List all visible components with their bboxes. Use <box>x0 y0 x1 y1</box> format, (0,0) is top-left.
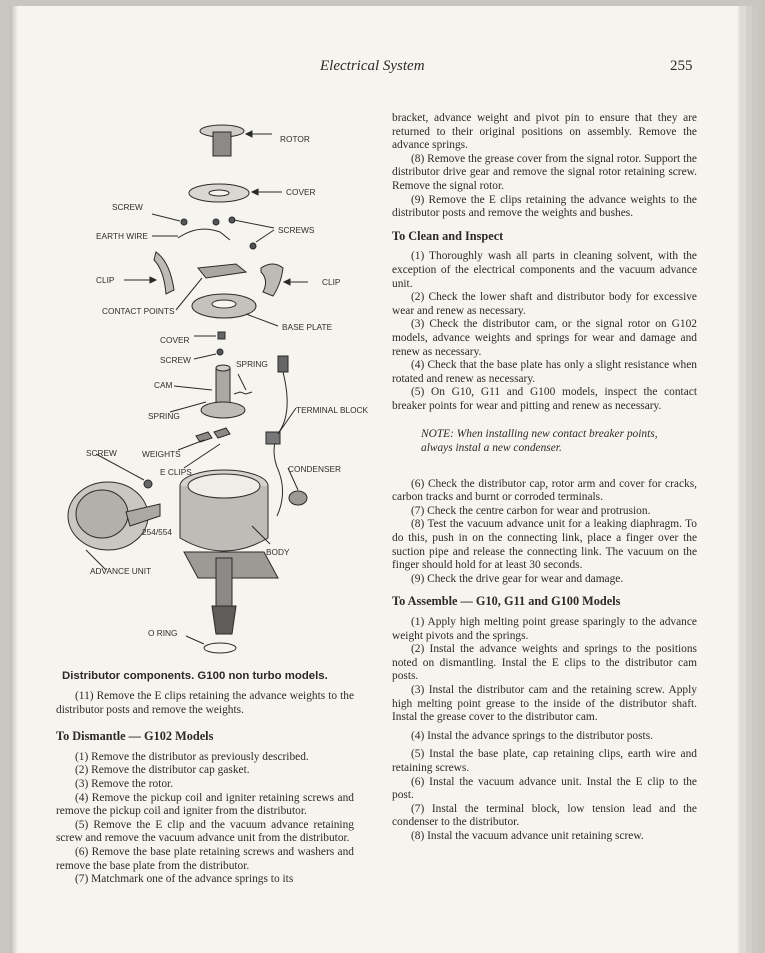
label-screw-lower: SCREW <box>86 448 117 458</box>
dismantle-step: (7) Matchmark one of the advance springs to its <box>75 873 294 886</box>
label-earth-wire: EARTH WIRE <box>96 231 148 241</box>
label-part-number: 254/554 <box>142 527 172 537</box>
label-advance-unit: ADVANCE UNIT <box>90 566 152 576</box>
assemble-step: (6) Instal the vacuum advance unit. Instal the E clip to the post. <box>392 775 697 802</box>
running-head: Electrical System <box>320 58 425 74</box>
diagram-drawing <box>56 118 374 668</box>
label-clip-left: CLIP <box>96 275 115 285</box>
label-o-ring: O RING <box>148 628 178 638</box>
label-cover: COVER <box>286 187 316 197</box>
label-clip-right: CLIP <box>322 277 341 287</box>
label-base-plate: BASE PLATE <box>282 322 333 332</box>
assemble-step: (7) Instal the terminal block, low tension lead and the condenser to the distributor. <box>392 802 697 829</box>
clean-step: (2) Check the lower shaft and distributor body for excessive wear and renew as necessary. <box>392 291 697 317</box>
dismantle-step: (3) Remove the rotor. <box>75 777 174 790</box>
clean-step: (6) Check the distributor cap, rotor arm and cover for cracks, carbon tracks and burnt or corroded terminals. <box>392 477 697 504</box>
figure-caption: Distributor components. G100 non turbo models. <box>62 670 328 682</box>
dismantle-step: (1) Remove the distributor as previously described. <box>75 750 309 763</box>
clean-step: (9) Check the drive gear for wear and damage. <box>411 572 624 585</box>
label-rotor: ROTOR <box>280 134 310 144</box>
clean-step: (7) Check the centre carbon for wear and protrusion. <box>411 504 651 517</box>
page-number: 255 <box>670 58 693 74</box>
clean-step: (4) Check that the base plate has only a slight resistance when rotated and renew as necessary. <box>392 359 697 385</box>
clean-step: (1) Thoroughly wash all parts in cleaning solvent, with the exception of the electrical components and the vacuum advance unit. <box>392 250 697 290</box>
clean-step: (3) Check the distributor cam, or the signal rotor on G102 models, advance weights and springs for wear and damage and renew as necessary. <box>392 318 697 358</box>
note-contact-breaker: NOTE: When installing new contact breaker points, always instal a new condenser. <box>421 428 658 455</box>
label-condenser: CONDENSER <box>288 464 342 474</box>
heading-to-assemble: To Assemble — G10, G11 and G100 Models <box>392 594 621 609</box>
assemble-step: (5) Instal the base plate, cap retaining clips, earth wire and retaining screws. <box>392 748 697 774</box>
label-spring-top: SPRING <box>236 359 268 369</box>
label-cam: CAM <box>154 380 173 390</box>
label-terminal-block: TERMINAL BLOCK <box>296 405 369 415</box>
label-e-clips: E CLIPS <box>160 467 192 477</box>
paragraph-continuation: bracket, advance weight and pivot pin to ensure that they are returned to their original positions on assembly. Remove the advance springs. <box>392 112 697 152</box>
dismantle-step: (8) Remove the grease cover from the signal rotor. Support the distributor drive gear and remove the signal rotor retaining screw. Remove the signal rotor. <box>392 152 697 192</box>
dismantle-step: (9) Remove the E clips retaining the advance weights to the distributor posts and remove the weights and bushes. <box>392 193 697 220</box>
clean-step: (5) On G10, G11 and G100 models, inspect the contact breaker points for wear and pitting and renew as necessary. <box>392 386 697 412</box>
right-text-column <box>392 112 697 844</box>
assemble-step: (4) Instal the advance springs to the distributor posts. <box>411 729 654 742</box>
paragraph-remove-e-clips: (11) Remove the E clips retaining the advance weights to the distributor posts and remove the weights. <box>56 690 354 716</box>
dismantle-step: (5) Remove the E clip and the vacuum advance retaining screw and remove the vacuum advance unit from the distributor. <box>56 818 354 845</box>
book-page <box>10 6 738 953</box>
label-screw-small: SCREW <box>160 355 191 365</box>
label-screw: SCREW <box>112 202 143 212</box>
label-weights: WEIGHTS <box>142 449 181 459</box>
assemble-step: (2) Instal the advance weights and springs to the positions noted on dismantling. Instal the E clips to the distributor cam posts. <box>392 643 697 683</box>
assemble-step: (8) Instal the vacuum advance unit retaining screw. <box>411 829 644 842</box>
label-spring-lower: SPRING <box>148 411 180 421</box>
label-cover-small: COVER <box>160 335 190 345</box>
dismantle-step: (2) Remove the distributor cap gasket. <box>75 764 250 777</box>
assemble-step: (1) Apply high melting point grease sparingly to the advance weight pivots and the springs. <box>392 616 697 642</box>
label-contact-points: CONTACT POINTS <box>102 306 175 316</box>
label-screws: SCREWS <box>278 225 315 235</box>
clean-step: (8) Test the vacuum advance unit for a leaking diaphragm. To do this, push in on the connecting link, place a finger over the suction pipe and release the connecting link. The vacuum on the finger should hold for at least 30 seconds. <box>392 518 697 572</box>
dismantle-step: (6) Remove the base plate retaining screws and washers and remove the base plate from the distributor. <box>56 845 354 872</box>
left-text-column <box>56 690 354 887</box>
heading-clean-inspect: To Clean and Inspect <box>392 228 504 243</box>
assemble-step: (3) Instal the distributor cam and the retaining screw. Apply high melting point grease to the inside of the distributor shaft. Instal the grease cover to the distributor cam. <box>392 683 697 724</box>
distributor-exploded-diagram <box>56 118 374 668</box>
dismantle-step: (4) Remove the pickup coil and igniter retaining screws and remove the pickup coil and igniter from the distributor. <box>56 791 354 818</box>
page-gutter-shadow <box>10 6 18 953</box>
heading-to-dismantle: To Dismantle — G102 Models <box>56 729 214 744</box>
label-body: BODY <box>266 547 290 557</box>
